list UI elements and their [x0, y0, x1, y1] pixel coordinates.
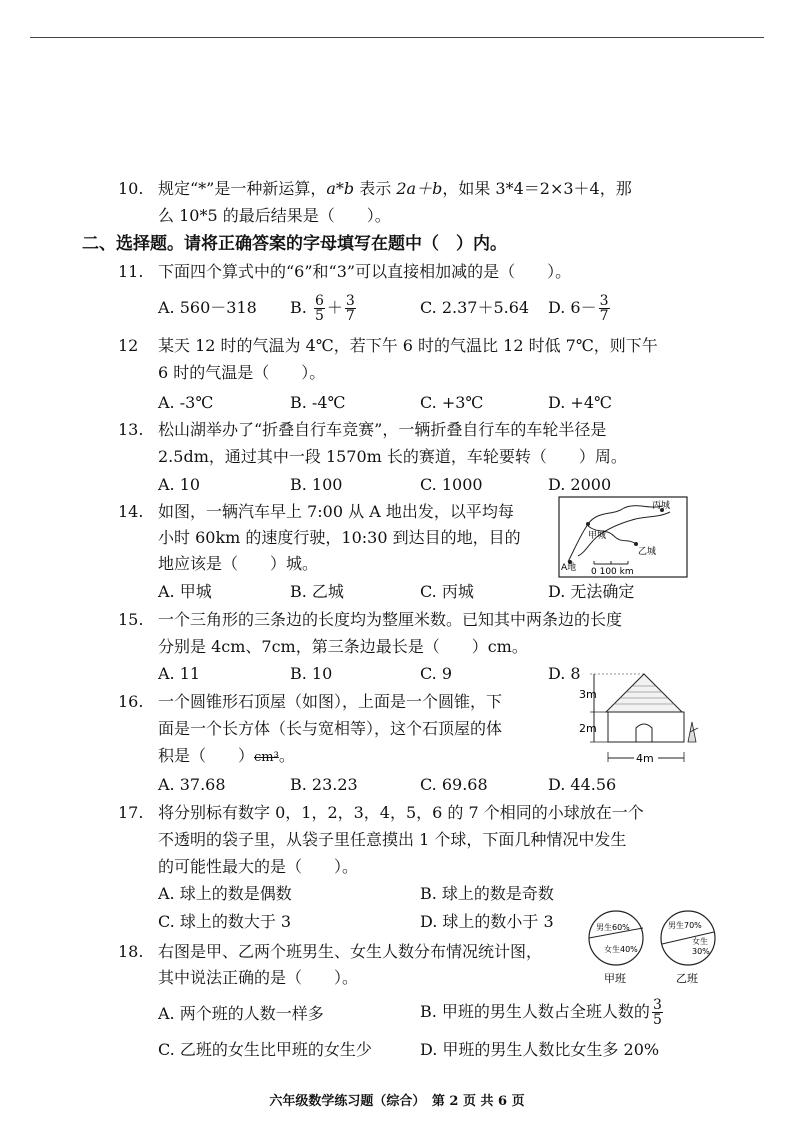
pie-jia: [589, 911, 643, 985]
q16-stone-house-figure: [578, 668, 708, 772]
q18-b-den: 5: [652, 1012, 662, 1028]
q17-line1: 将分别标有数字 0，1，2，3，4，5，6 的 7 个相同的小球放在一个: [158, 803, 644, 822]
tree-icon: [688, 722, 698, 742]
q14-option-d: D. 无法确定: [548, 582, 635, 601]
height-bottom-label: 2m: [579, 722, 597, 735]
page-footer: 六年级数学练习题（综合） 第 2 页 共 6 页: [269, 1094, 525, 1109]
q11-b-f1-den: 5: [314, 308, 324, 324]
q13-option-b: B. 100: [290, 475, 343, 494]
house-door: [636, 724, 652, 742]
q13-option-d: D. 2000: [548, 475, 612, 494]
q13-option-c: C. 1000: [420, 475, 483, 494]
map-point-yi: [634, 542, 638, 546]
q17-line3: 的可能性最大的是（ ）。: [158, 857, 359, 876]
pie-jia-title: 甲班: [604, 972, 626, 985]
q16-option-b: B. 23.23: [290, 775, 358, 794]
q18-b-prefix: B. 甲班的男生人数占全班人数的: [420, 1002, 650, 1021]
q15-option-d: D. 8: [548, 664, 581, 683]
top-rule: [30, 37, 764, 38]
q15-number: 15.: [118, 610, 144, 629]
q10-text-a: 规定“*”是一种新运算，: [158, 179, 327, 198]
q16-unit: cm³: [254, 750, 279, 765]
map-label-bing: 丙城: [652, 501, 671, 511]
q18-b-num: 3: [652, 997, 662, 1013]
q16-option-c: C. 69.68: [420, 775, 488, 794]
q10-expr: a*b: [326, 179, 355, 198]
q11-text: 下面四个算式中的“6”和“3”可以直接相加减的是（ ）。: [158, 262, 572, 281]
q15-option-a: A. 11: [158, 664, 201, 683]
map-point-jia: [586, 522, 590, 526]
section-title: 二、选择题。请将正确答案的字母填写在题中（ ）内。: [82, 234, 507, 254]
q14-map-figure: [558, 496, 688, 578]
q14-line2: 小时 60km 的速度行驶，10:30 到达目的地，目的: [158, 528, 521, 547]
q11-b-frac2: [345, 294, 356, 323]
q15-line2: 分别是 4cm、7cm，第三条边最长是（ ）cm。: [158, 637, 528, 656]
q17-option-a: A. 球上的数是偶数: [158, 884, 292, 903]
q12-line1: 某天 12 时的气温为 4℃，若下午 6 时的气温比 12 时低 7℃，则下午: [158, 336, 658, 355]
q18-option-a: A. 两个班的人数一样多: [158, 1004, 324, 1023]
q15-option-b: B. 10: [290, 664, 333, 683]
pie-yi-girls-label-b: 30%: [692, 947, 710, 956]
q16-line3-end: 。: [278, 746, 295, 765]
q16-line3-text: 积是（ ）: [158, 746, 255, 765]
q18-option-d: D. 甲班的男生人数比女生多 20%: [420, 1040, 660, 1059]
map-label-jia: 甲城: [588, 531, 607, 541]
q11-b-f1-num: 6: [314, 293, 324, 309]
pie-yi-girls-label-a: 女生: [692, 937, 708, 946]
q11-option-c: C. 2.37＋5.64: [420, 298, 530, 317]
q11-option-b: [290, 290, 358, 326]
q14-option-a: A. 甲城: [158, 582, 212, 601]
q11-b-op: ＋: [326, 298, 343, 317]
pie-yi-boys-label: 男生70%: [668, 921, 702, 930]
q12-option-d: D. +4℃: [548, 393, 612, 412]
q18-number: 18.: [118, 942, 144, 961]
q18-b-frac: [652, 998, 663, 1027]
width-label: 4m: [636, 752, 654, 765]
q14-line1: 如图，一辆汽车早上 7:00 从 A 地出发，以平均每: [158, 502, 514, 521]
q14-option-c: C. 丙城: [420, 582, 474, 601]
q17-option-b: B. 球上的数是奇数: [420, 884, 554, 903]
map-scale-label: 0 100 km: [591, 567, 634, 577]
pie-jia-boys-label: 男生60%: [596, 923, 630, 932]
q13-line2: 2.5dm，通过其中一段 1570m 长的赛道，车轮要转（ ）周。: [158, 447, 627, 466]
q11-b-f2-num: 3: [345, 293, 355, 309]
q10-text-b: 表示: [359, 179, 392, 198]
q11-number: 11.: [118, 262, 144, 281]
q11-b-frac1: [314, 294, 325, 323]
height-top-label: 3m: [579, 688, 597, 701]
q10-line2: 么 10*5 的最后结果是（ ）。: [158, 206, 391, 225]
q12-number: 12: [118, 336, 139, 355]
q18-option-b: [420, 994, 665, 1030]
q17-number: 17.: [118, 803, 144, 822]
q13-option-a: A. 10: [158, 475, 201, 494]
q15-line1: 一个三角形的三条边的长度均为整厘米数。已知其中两条边的长度: [158, 610, 623, 629]
q17-option-c: C. 球上的数大于 3: [158, 912, 292, 931]
q10-text-c: ，如果 3*4＝2×3＋4，那: [442, 179, 632, 198]
q12-option-c: C. +3℃: [420, 393, 484, 412]
q18-pie-charts: [584, 906, 724, 988]
house-cone-roof: [606, 674, 682, 712]
q16-number: 16.: [118, 692, 144, 711]
q14-line3: 地应该是（ ）城。: [158, 554, 319, 573]
q11-b-prefix: B.: [290, 298, 307, 317]
q12-option-b: B. -4℃: [290, 393, 346, 412]
q15-option-c: C. 9: [420, 664, 453, 683]
q11-option-a: A. 560－318: [158, 298, 257, 317]
pie-jia-girls-label: 女生40%: [604, 945, 638, 954]
pie-yi-title: 乙班: [676, 972, 698, 985]
q12-line2: 6 时的气温是（ ）。: [158, 363, 326, 382]
q18-line2: 其中说法正确的是（ ）。: [158, 968, 359, 987]
q11-d-den: 7: [599, 308, 609, 324]
q12-option-a: A. -3℃: [158, 393, 214, 412]
q11-d-num: 3: [599, 293, 609, 309]
map-label-a: A地: [561, 563, 577, 573]
map-label-yi: 乙城: [638, 547, 657, 557]
q14-option-b: B. 乙城: [290, 582, 344, 601]
q11-option-d: [548, 290, 612, 326]
q18-option-c: C. 乙班的女生比甲班的女生少: [158, 1040, 372, 1059]
q11-b-f2-den: 7: [345, 308, 355, 324]
q13-number: 13.: [118, 420, 144, 439]
q14-number: 14.: [118, 502, 144, 521]
q16-option-d: D. 44.56: [548, 775, 617, 794]
pie-jia-circle: [589, 911, 643, 965]
q16-option-a: A. 37.68: [158, 775, 226, 794]
q16-line1: 一个圆锥形石顶屋（如图），上面是一个圆锥，下: [158, 692, 503, 711]
q13-line1: 松山湖举办了“折叠自行车竞赛”，一辆折叠自行车的车轮半径是: [158, 420, 607, 439]
q10-line1: [158, 179, 632, 199]
q11-d-prefix: D. 6－: [548, 298, 597, 317]
q17-line2: 不透明的袋子里，从袋子里任意摸出 1 个球，下面几种情况中发生: [158, 830, 627, 849]
q16-line3: [158, 746, 295, 768]
q16-line2: 面是一个长方体（长与宽相等），这个石顶屋的体: [158, 719, 503, 738]
q11-d-frac: [599, 294, 610, 323]
q18-line1: 右图是甲、乙两个班男生、女生人数分布情况统计图，: [158, 942, 543, 961]
q10-expr2: 2a＋b: [396, 179, 443, 198]
q17-option-d: D. 球上的数小于 3: [420, 912, 554, 931]
q10-number: 10.: [118, 179, 144, 198]
pie-yi: [661, 911, 715, 985]
